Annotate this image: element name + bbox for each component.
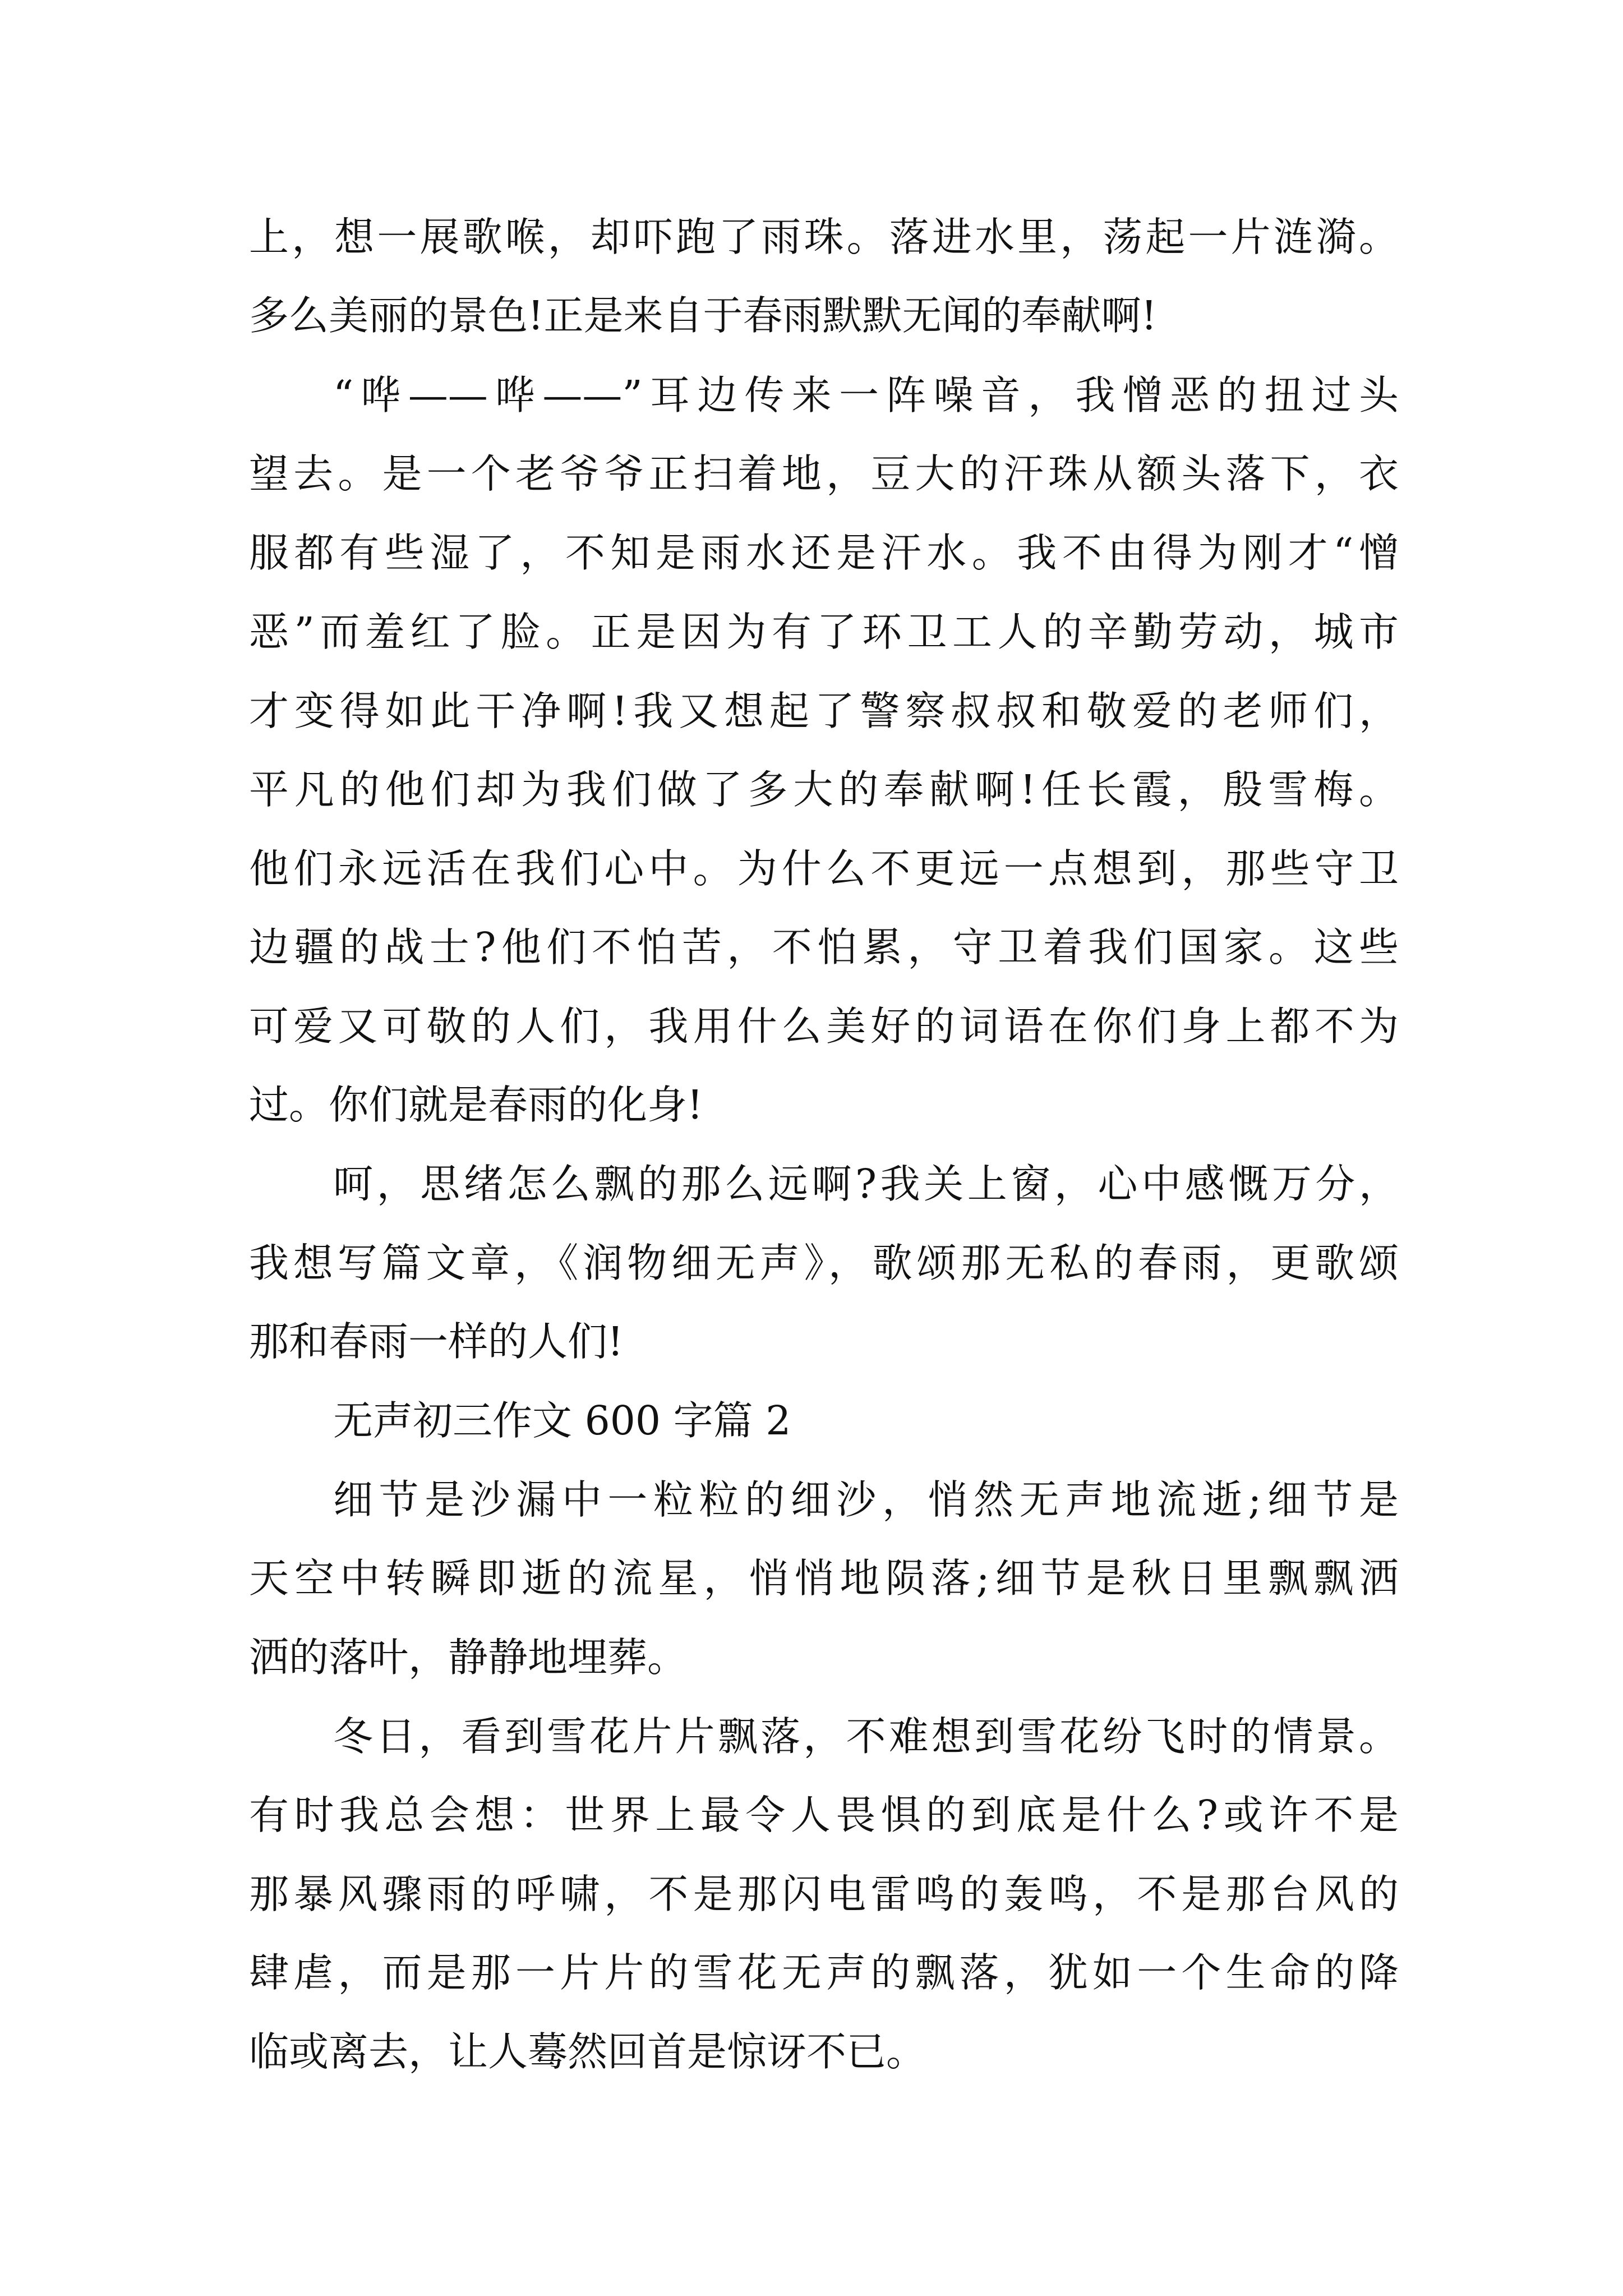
text-line: 才变得如此干净啊!我又想起了警察叔叔和敬爱的老师们， (249, 688, 1399, 734)
text-line: 临或离去，让人蓦然回首是惊讶不已。 (249, 2028, 926, 2075)
text-line: 肆虐，而是那一片片的雪花无声的飘落，犹如一个生命的降 (249, 1949, 1399, 1996)
text-line: “哗——哗——”耳边传来一阵噪音，我憎恶的扭过头 (333, 372, 1399, 418)
text-line: 细节是沙漏中一粒粒的细沙，悄然无声地流逝;细节是 (333, 1476, 1399, 1523)
text-line: 那和春雨一样的人们! (249, 1318, 624, 1365)
text-line: 过。你们就是春雨的化身! (249, 1082, 703, 1128)
text-line: 服都有些湿了，不知是雨水还是汗水。我不由得为刚才“憎 (249, 530, 1399, 576)
text-line: 边疆的战士?他们不怕苦，不怕累，守卫着我们国家。这些 (249, 924, 1399, 970)
text-line: 可爱又可敬的人们，我用什么美好的词语在你们身上都不为 (249, 1003, 1399, 1050)
text-line: 恶”而羞红了脸。正是因为有了环卫工人的辛勤劳动，城市 (249, 609, 1399, 655)
text-line: 有时我总会想：世界上最令人畏惧的到底是什么?或许不是 (249, 1792, 1399, 1838)
text-line: 平凡的他们却为我们做了多大的奉献啊!任长霞，殷雪梅。 (249, 766, 1399, 813)
text-line: 我想写篇文章，《润物细无声》，歌颂那无私的春雨，更歌颂 (249, 1240, 1399, 1286)
text-line: 那暴风骤雨的呼啸，不是那闪电雷鸣的轰鸣，不是那台风的 (249, 1871, 1399, 1917)
text-line: 多么美丽的景色!正是来自于春雨默默无闻的奉献啊! (249, 292, 1158, 339)
text-line: 洒的落叶，静静地埋葬。 (249, 1634, 688, 1681)
text-line: 望去。是一个老爷爷正扫着地，豆大的汗珠从额头落下，衣 (249, 450, 1399, 497)
section-heading: 无声初三作文 600 字篇 2 (333, 1397, 791, 1444)
text-line: 天空中转瞬即逝的流星，悄悄地陨落;细节是秋日里飘飘洒 (249, 1555, 1399, 1602)
text-line: 冬日，看到雪花片片飘落，不难想到雪花纷飞时的情景。 (333, 1713, 1399, 1760)
text-line: 呵，思绪怎么飘的那么远啊?我关上窗，心中感慨万分， (333, 1161, 1399, 1207)
text-line: 他们永远活在我们心中。为什么不更远一点想到，那些守卫 (249, 845, 1399, 892)
text-line: 上，想一展歌喉，却吓跑了雨珠。落进水里，荡起一片涟漪。 (249, 214, 1399, 260)
